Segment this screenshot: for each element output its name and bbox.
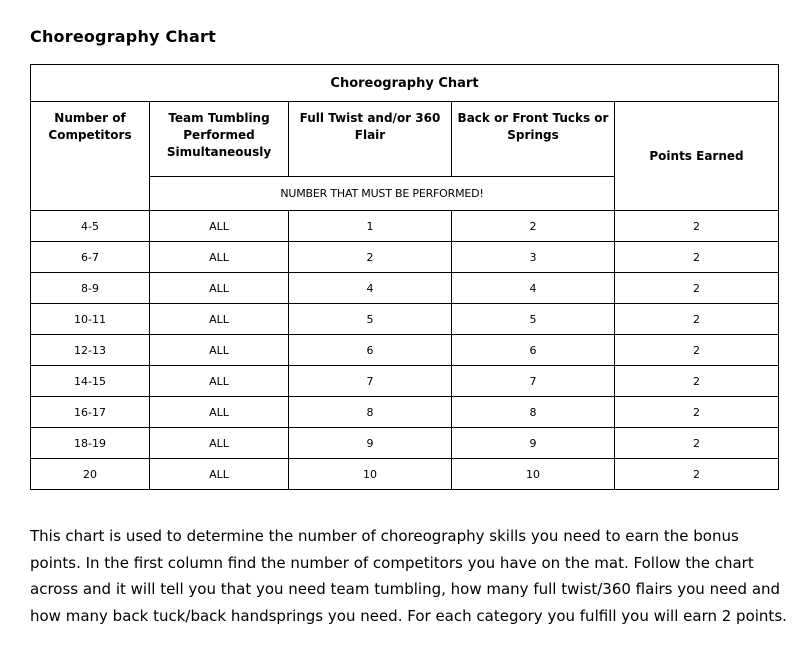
cell-points: 2 xyxy=(615,304,779,335)
cell-full-twist: 1 xyxy=(289,211,452,242)
cell-competitors: 10-11 xyxy=(31,304,150,335)
cell-points: 2 xyxy=(615,366,779,397)
cell-competitors: 8-9 xyxy=(31,273,150,304)
cell-full-twist: 6 xyxy=(289,335,452,366)
cell-tucks: 7 xyxy=(452,366,615,397)
cell-tucks: 5 xyxy=(452,304,615,335)
description-paragraph: This chart is used to determine the number of choreography skills you need to earn the bonus points. In the first column find the number of competitors you have on the mat. Follow the chart across and it will tell you that you need team tumbling, how many full twist/360 flairs you need and how many back tuck/back handsprings you need. For each category you fulfill you will earn 2 points. xyxy=(30,527,787,625)
cell-full-twist: 5 xyxy=(289,304,452,335)
cell-team-tumbling: ALL xyxy=(150,397,289,428)
table-row xyxy=(31,459,779,490)
table-row xyxy=(31,242,779,273)
cell-team-tumbling: ALL xyxy=(150,335,289,366)
page-title: Choreography Chart xyxy=(30,27,216,46)
header-full-twist: Full Twist and/or 360 Flair xyxy=(289,102,452,177)
cell-competitors: 16-17 xyxy=(31,397,150,428)
table-caption: Choreography Chart xyxy=(31,65,779,102)
cell-team-tumbling: ALL xyxy=(150,242,289,273)
cell-team-tumbling: ALL xyxy=(150,273,289,304)
cell-team-tumbling: ALL xyxy=(150,211,289,242)
cell-tucks: 2 xyxy=(452,211,615,242)
cell-competitors: 18-19 xyxy=(31,428,150,459)
cell-tucks: 9 xyxy=(452,428,615,459)
cell-points: 2 xyxy=(615,211,779,242)
header-competitors: Number of Competitors xyxy=(31,102,150,211)
table-row xyxy=(31,428,779,459)
cell-team-tumbling: ALL xyxy=(150,428,289,459)
table-row xyxy=(31,304,779,335)
cell-team-tumbling: ALL xyxy=(150,366,289,397)
cell-points: 2 xyxy=(615,273,779,304)
table-row xyxy=(31,397,779,428)
cell-competitors: 12-13 xyxy=(31,335,150,366)
subheader-must-perform: NUMBER THAT MUST BE PERFORMED! xyxy=(150,177,615,211)
cell-tucks: 4 xyxy=(452,273,615,304)
cell-full-twist: 10 xyxy=(289,459,452,490)
cell-full-twist: 9 xyxy=(289,428,452,459)
cell-competitors: 4-5 xyxy=(31,211,150,242)
cell-full-twist: 8 xyxy=(289,397,452,428)
choreography-table xyxy=(30,64,779,490)
table-row xyxy=(31,273,779,304)
table-row xyxy=(31,366,779,397)
header-tucks: Back or Front Tucks or Springs xyxy=(452,102,615,177)
cell-team-tumbling: ALL xyxy=(150,304,289,335)
cell-competitors: 6-7 xyxy=(31,242,150,273)
cell-full-twist: 2 xyxy=(289,242,452,273)
cell-team-tumbling: ALL xyxy=(150,459,289,490)
cell-tucks: 3 xyxy=(452,242,615,273)
cell-points: 2 xyxy=(615,428,779,459)
cell-tucks: 6 xyxy=(452,335,615,366)
cell-points: 2 xyxy=(615,335,779,366)
table-row xyxy=(31,335,779,366)
header-points: Points Earned xyxy=(615,102,779,211)
table-row xyxy=(31,211,779,242)
cell-tucks: 8 xyxy=(452,397,615,428)
header-team-tumbling: Team Tumbling Performed Simultaneously xyxy=(150,102,289,177)
cell-points: 2 xyxy=(615,459,779,490)
cell-full-twist: 4 xyxy=(289,273,452,304)
cell-competitors: 20 xyxy=(31,459,150,490)
cell-points: 2 xyxy=(615,397,779,428)
cell-full-twist: 7 xyxy=(289,366,452,397)
cell-competitors: 14-15 xyxy=(31,366,150,397)
cell-tucks: 10 xyxy=(452,459,615,490)
cell-points: 2 xyxy=(615,242,779,273)
